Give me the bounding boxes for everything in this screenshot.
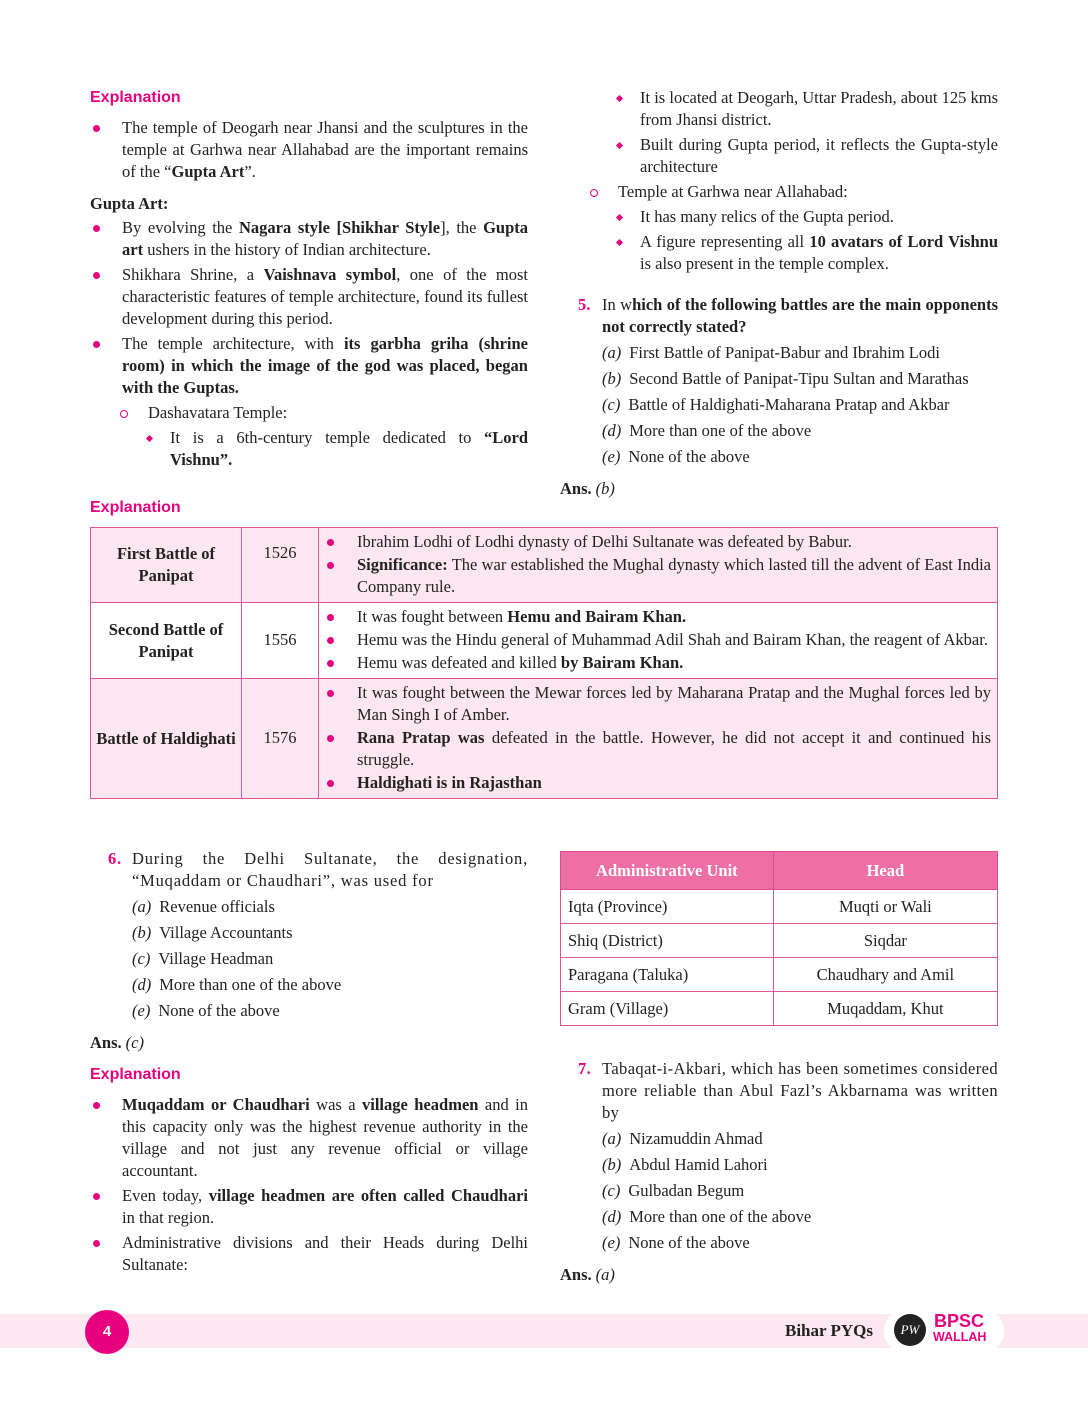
answer-option	[90, 974, 528, 996]
head-cell: Chaudhary and Amil	[773, 958, 997, 992]
bold-text: by Bairam Khan.	[560, 653, 684, 672]
bold-text: Muqaddam or Chaudhari	[122, 1095, 310, 1114]
bold-text: its garbha griha (shrine room) in which the image of the god was placed, began with the Guptas.	[122, 334, 528, 397]
logo-text-top: BPSC	[934, 1311, 985, 1331]
bold-text: Haldighati is in Rajasthan	[357, 773, 542, 792]
bold-text: Hemu and Bairam Khan.	[507, 607, 687, 626]
bold-text: Rana Pratap was	[357, 728, 485, 747]
bullet-item	[319, 727, 991, 771]
text-segment: Hemu was the Hindu general of Muhammad Adil Shah and Bairam Khan, the reagent of Akbar.	[357, 630, 988, 649]
bullet-item	[319, 772, 991, 794]
sub-sub-bullet-item	[560, 134, 998, 178]
text-segment: Built during Gupta period, it reflects the Gupta-style architecture	[640, 135, 998, 176]
bold-text: hich of the following battles are the main opponents not correctly stated?	[602, 295, 998, 336]
option-text: First Battle of Panipat-Babur and Ibrahim Lodi	[629, 343, 940, 362]
bullet-item	[319, 606, 991, 628]
bullet-item	[90, 1185, 528, 1229]
text-segment: A figure representing all	[640, 232, 810, 251]
text-segment: Shikhara Shrine, a	[122, 265, 264, 284]
answer	[560, 1264, 998, 1286]
battle-row	[91, 603, 998, 679]
option-text: None of the above	[628, 447, 750, 466]
option-text: Battle of Haldighati-Maharana Pratap and Akbar	[628, 395, 950, 414]
text-segment: It is a 6th-century temple dedicated to	[170, 428, 484, 447]
option-text: Second Battle of Panipat-Tipu Sultan and Marathas	[629, 369, 969, 388]
option-key: (c)	[602, 1181, 621, 1200]
text-segment: The war established the Mughal dynasty which lasted till the advent of East India Company rule.	[357, 555, 991, 596]
answer-value: (c)	[125, 1033, 144, 1052]
option-key: (e)	[602, 1233, 621, 1252]
battle-row	[91, 528, 998, 603]
option-key: (d)	[602, 421, 622, 440]
left-bottom-column	[90, 848, 528, 1279]
text-segment: Ibrahim Lodhi of Lodhi dynasty of Delhi Sultanate was defeated by Babur.	[357, 532, 852, 551]
answer-option	[560, 368, 998, 390]
text-segment: The temple of Deogarh near Jhansi and the sculptures in the temple at Garhwa near Allahabad are the important remains of the “	[122, 118, 528, 181]
text-segment: is also present in the temple complex.	[640, 254, 889, 273]
text-segment: and in this capacity only was the highest revenue authority in the village and not just any revenue official or village accountant.	[122, 1095, 528, 1180]
head-cell: Muqti or Wali	[773, 890, 997, 924]
page-number: 4	[85, 1310, 129, 1354]
option-key: (e)	[602, 447, 621, 466]
pw-logo-icon: PW	[894, 1314, 926, 1346]
footer-title: Bihar PYQs	[785, 1321, 874, 1340]
battle-year: 1576	[242, 679, 319, 799]
battle-year: 1556	[242, 603, 319, 679]
question-text	[602, 295, 998, 336]
answer-option	[560, 342, 998, 364]
question-number: 5.	[578, 295, 591, 314]
bpsc-wallah-logo	[884, 1308, 1004, 1354]
option-key: (b)	[602, 1155, 622, 1174]
sub-bullet-item: Dashavatara Temple:	[90, 402, 528, 424]
option-text: Abdul Hamid Lahori	[629, 1155, 768, 1174]
bullet-item	[90, 264, 528, 330]
left-top-column	[90, 87, 528, 474]
right-bottom-column	[560, 1058, 998, 1286]
bold-text: Gupta art	[122, 218, 529, 259]
battle-year: 1526	[242, 528, 319, 603]
question-text: Tabaqat-i-Akbari, which has been sometimes considered more reliable than Abul Fazl’s Akbarnama was written by	[602, 1059, 998, 1122]
sub-sub-bullet-item	[90, 427, 528, 471]
text-segment: It was fought between the Mewar forces led by Maharana Pratap and the Mughal forces led by Man Singh I of Amber.	[357, 683, 991, 724]
bold-text: Nagara style [Shikhar Style	[239, 218, 441, 237]
q7-options	[560, 1128, 998, 1254]
text-segment: in that region.	[122, 1208, 215, 1227]
option-key: (a)	[132, 897, 152, 916]
option-key: (c)	[132, 949, 151, 968]
answer-option	[90, 896, 528, 918]
battles-table	[90, 527, 998, 799]
table-row	[561, 992, 998, 1026]
battle-details	[319, 603, 998, 679]
option-key: (d)	[602, 1207, 622, 1226]
sub-sub-bullet-item	[560, 231, 998, 275]
option-text: Village Headman	[158, 949, 274, 968]
text-segment: ”.	[244, 162, 256, 181]
head-cell: Muqaddam, Khut	[773, 992, 997, 1026]
option-key: (b)	[602, 369, 622, 388]
option-text: None of the above	[628, 1233, 750, 1252]
bullet-item	[319, 531, 991, 553]
text-segment: It has many relics of the Gupta period.	[640, 207, 894, 226]
explanation-heading: Explanation	[90, 499, 181, 516]
bullet-item	[319, 682, 991, 726]
text-segment: Hemu was defeated and killed	[357, 653, 561, 672]
q5-options	[560, 342, 998, 468]
answer-label: Ans.	[560, 479, 592, 498]
explanation-heading: Explanation	[90, 89, 181, 106]
battle-details	[319, 679, 998, 799]
explanation-heading: Explanation	[90, 1066, 181, 1083]
text-segment: By evolving the	[122, 218, 240, 237]
question-7	[560, 1058, 998, 1124]
right-top-column	[560, 87, 998, 500]
bullet-item	[90, 1232, 528, 1276]
text-segment: Even today,	[122, 1186, 209, 1205]
text-segment: , one of the most characteristic features of temple architecture, found its fullest development during this period.	[122, 265, 528, 328]
bullet-item	[90, 1094, 528, 1182]
option-text: Gulbadan Begum	[628, 1181, 745, 1200]
question-number: 6.	[108, 849, 122, 868]
bold-text: “Lord Vishnu”.	[170, 428, 528, 469]
option-text: More than one of the above	[159, 975, 342, 994]
question-5	[560, 294, 998, 338]
question-6	[90, 848, 528, 892]
text-segment: was a	[309, 1095, 363, 1114]
logo-text-bottom: WALLAH	[933, 1330, 987, 1344]
section-heading: Gupta Art:	[90, 194, 169, 213]
column-header: Administrative Unit	[561, 852, 774, 890]
unit-cell: Paragana (Taluka)	[561, 958, 774, 992]
q6-options	[90, 896, 528, 1022]
sub-sub-bullet-item	[560, 206, 998, 228]
bullet-item	[90, 217, 528, 261]
bold-text: Significance:	[357, 555, 448, 574]
battle-details	[319, 528, 998, 603]
bold-text: 10 avatars of Lord Vishnu	[809, 232, 998, 251]
column-header: Head	[773, 852, 997, 890]
answer-option	[560, 1128, 998, 1150]
answer	[90, 1032, 528, 1054]
text-segment: It is located at Deogarh, Uttar Pradesh, about 125 kms from Jhansi district.	[640, 88, 998, 129]
bullet-item	[90, 333, 528, 399]
bold-text: village headmen	[362, 1095, 479, 1114]
question-text: During the Delhi Sultanate, the designation, “Muqaddam or Chaudhari”, was used for	[132, 849, 528, 890]
answer-option	[560, 446, 998, 468]
bold-text: Vaishnava symbol	[263, 265, 397, 284]
answer-option	[560, 1180, 998, 1202]
option-key: (c)	[602, 395, 621, 414]
sub-bullet-item: Temple at Garhwa near Allahabad:	[560, 181, 998, 203]
option-key: (a)	[602, 1129, 622, 1148]
answer-option	[560, 1206, 998, 1228]
battle-name: First Battle of Panipat	[91, 528, 242, 603]
option-text: More than one of the above	[629, 1207, 812, 1226]
answer-option	[90, 1000, 528, 1022]
answer-option	[560, 394, 998, 416]
bold-text: Gupta Art	[171, 162, 245, 181]
text-segment: ushers in the history of Indian architecture.	[143, 240, 431, 259]
answer-option	[90, 948, 528, 970]
bullet-item	[319, 554, 991, 598]
table-row	[561, 924, 998, 958]
text-segment: Administrative divisions and their Heads during Delhi Sultanate:	[122, 1233, 528, 1274]
answer-label: Ans.	[560, 1265, 592, 1284]
unit-cell: Gram (Village)	[561, 992, 774, 1026]
option-text: Revenue officials	[159, 897, 275, 916]
table-row	[561, 890, 998, 924]
text-segment: It was fought between	[357, 607, 508, 626]
option-key: (d)	[132, 975, 152, 994]
admin-units-table	[560, 851, 998, 1026]
text-segment: defeated in the battle. However, he did not accept it and continued his struggle.	[357, 728, 991, 769]
bullet-item	[319, 652, 991, 674]
text-segment: In w	[602, 295, 633, 314]
option-key: (e)	[132, 1001, 151, 1020]
option-text: Nizamuddin Ahmad	[629, 1129, 763, 1148]
answer-value: (a)	[595, 1265, 615, 1284]
option-text: More than one of the above	[629, 421, 812, 440]
answer-value: (b)	[595, 479, 615, 498]
unit-cell: Shiq (District)	[561, 924, 774, 958]
answer-option	[90, 922, 528, 944]
sub-sub-bullet-item	[560, 87, 998, 131]
answer	[560, 478, 998, 500]
answer-label: Ans.	[90, 1033, 122, 1052]
battle-name: Battle of Haldighati	[91, 679, 242, 799]
bullet-item	[319, 629, 991, 651]
table-row	[561, 958, 998, 992]
bullet-item	[90, 117, 528, 183]
text-segment: The temple architecture, with	[122, 334, 344, 353]
option-key: (a)	[602, 343, 622, 362]
option-key: (b)	[132, 923, 152, 942]
battle-name: Second Battle of Panipat	[91, 603, 242, 679]
question-number: 7.	[578, 1059, 592, 1078]
bold-text: village headmen are often called Chaudhari	[208, 1186, 528, 1205]
option-text: None of the above	[158, 1001, 280, 1020]
answer-option	[560, 1232, 998, 1254]
option-text: Village Accountants	[159, 923, 293, 942]
unit-cell: Iqta (Province)	[561, 890, 774, 924]
answer-option	[560, 1154, 998, 1176]
answer-option	[560, 420, 998, 442]
text-segment: ], the	[440, 218, 484, 237]
battle-row	[91, 679, 998, 799]
head-cell: Siqdar	[773, 924, 997, 958]
